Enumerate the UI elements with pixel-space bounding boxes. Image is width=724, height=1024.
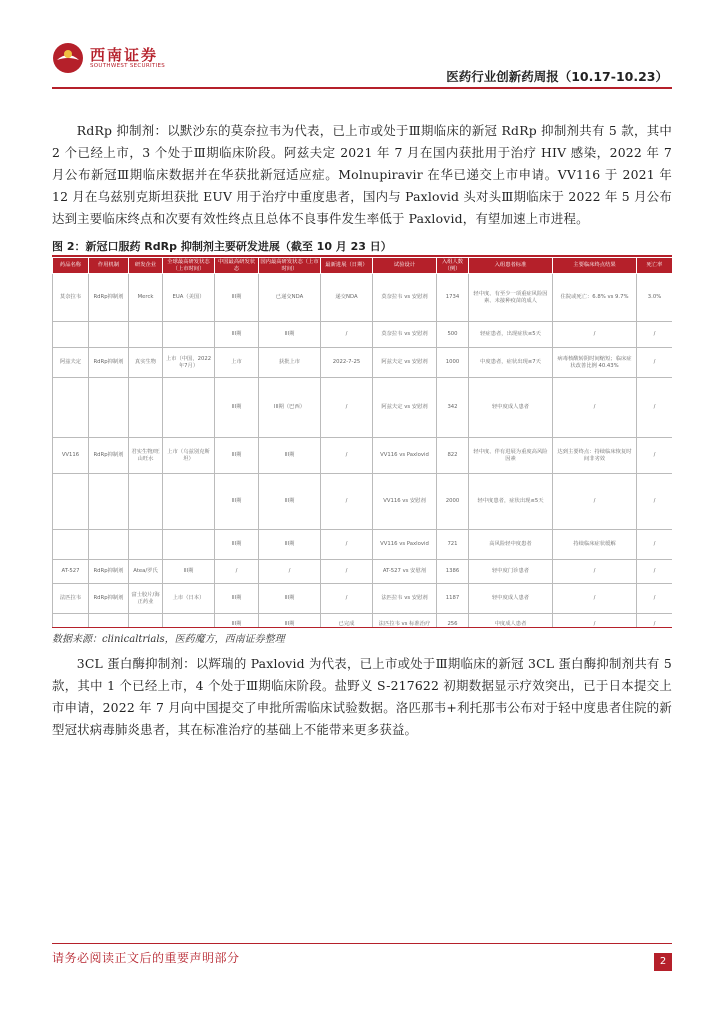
table-cell: 轻中度、有至少一项重症风险因素、未接种疫苗的成人 bbox=[469, 274, 553, 322]
table-cell: III期 bbox=[215, 530, 259, 560]
table-cell bbox=[53, 474, 89, 530]
table-cell: RdRp抑制剂 bbox=[89, 348, 129, 378]
table-header-cell: 最新进展（日期） bbox=[321, 258, 373, 274]
table-header-cell: 入组人数（例） bbox=[437, 258, 469, 274]
table-cell: / bbox=[637, 530, 673, 560]
table-cell: 阿兹夫定 bbox=[53, 348, 89, 378]
table-cell: / bbox=[637, 584, 673, 614]
table-cell: / bbox=[637, 348, 673, 378]
table-row bbox=[53, 438, 673, 474]
table-cell: / bbox=[637, 614, 673, 628]
table-header-cell: 主要临床终点结果 bbox=[553, 258, 637, 274]
paragraph-rdrp: RdRp 抑制剂：以默沙东的莫奈拉韦为代表，已上市或处于Ⅲ期临床的新冠 RdRp 抑制剂共有 5 款，其中 2 个已经上市，3 个处于Ⅲ期临床阶段。阿兹夫定 2021 年 7 月在国内获批用于治疗 HIV 感染，2022 年 7 月公布新冠Ⅲ期临床数据并在华获批新冠适应症。Molnupiravir 在华已递交上市申请。VV116 于 2021 年 12 月在乌兹别克斯坦获批 EUV 用于治疗中重度患者，国内与 Paxlovid 头对头Ⅲ期临床于 2022 年 5 月公布达到主要临床终点和次要有效性终点且总体不良事件发生率低于 Paxlovid，有望加速上市进程。 bbox=[52, 123, 672, 226]
table-cell: 高风险轻中度患者 bbox=[469, 530, 553, 560]
table-cell bbox=[89, 614, 129, 628]
table-cell bbox=[129, 530, 163, 560]
table-cell: III期 bbox=[215, 614, 259, 628]
table-cell bbox=[129, 614, 163, 628]
table-row bbox=[53, 348, 673, 378]
table-cell: III期 bbox=[259, 438, 321, 474]
table-cell: / bbox=[553, 560, 637, 584]
table-cell: 上市 bbox=[215, 348, 259, 378]
table-cell: III期（巴西） bbox=[259, 378, 321, 438]
table-cell: 莫奈拉韦 vs 安慰剂 bbox=[373, 322, 437, 348]
table-cell: EUA（美国） bbox=[163, 274, 215, 322]
table-cell: 君实生物/旺山旺水 bbox=[129, 438, 163, 474]
table-cell: / bbox=[637, 560, 673, 584]
table-cell bbox=[53, 530, 89, 560]
table-cell: VV116 vs Paxlovid bbox=[373, 438, 437, 474]
table-cell: 1000 bbox=[437, 348, 469, 378]
table-header-row bbox=[53, 258, 673, 274]
table-cell: 莫奈拉韦 bbox=[53, 274, 89, 322]
table-cell: 已完成 bbox=[321, 614, 373, 628]
table-cell: / bbox=[215, 560, 259, 584]
table-cell: 256 bbox=[437, 614, 469, 628]
table-row bbox=[53, 274, 673, 322]
table-cell bbox=[163, 530, 215, 560]
table-cell: VV116 vs Paxlovid bbox=[373, 530, 437, 560]
table-cell bbox=[53, 614, 89, 628]
table-cell: RdRp抑制剂 bbox=[89, 560, 129, 584]
table-cell: III期 bbox=[163, 560, 215, 584]
table-cell: 2022-7-25 bbox=[321, 348, 373, 378]
table-cell: / bbox=[321, 322, 373, 348]
table-cell: III期 bbox=[259, 614, 321, 628]
table-cell: III期 bbox=[259, 474, 321, 530]
table-cell: 1187 bbox=[437, 584, 469, 614]
table-cell: VV116 vs 安慰剂 bbox=[373, 474, 437, 530]
table-cell: 达到主要终点：持续临床恢复时间非劣效 bbox=[553, 438, 637, 474]
table-cell: 持续临床症状缓解 bbox=[553, 530, 637, 560]
table-cell: / bbox=[553, 584, 637, 614]
report-title: 医药行业创新药周报（10.17-10.23） bbox=[446, 69, 668, 84]
logo-chinese-name: 西南证券 bbox=[90, 46, 159, 64]
table-cell: RdRp抑制剂 bbox=[89, 584, 129, 614]
table-cell: RdRp抑制剂 bbox=[89, 274, 129, 322]
table-cell bbox=[129, 474, 163, 530]
table-cell: III期 bbox=[259, 322, 321, 348]
table-header-cell: 中国最高研发状态 bbox=[215, 258, 259, 274]
table-cell: Merck bbox=[129, 274, 163, 322]
table-row bbox=[53, 378, 673, 438]
company-logo bbox=[52, 42, 165, 74]
table-cell bbox=[89, 322, 129, 348]
header-divider bbox=[52, 87, 672, 89]
table-cell: / bbox=[553, 322, 637, 348]
table-cell: AT-527 bbox=[53, 560, 89, 584]
table-cell: 莫奈拉韦 vs 安慰剂 bbox=[373, 274, 437, 322]
table-cell: 已递交NDA bbox=[259, 274, 321, 322]
table-cell: / bbox=[637, 474, 673, 530]
table-header-cell: 全球最高研发状态（上市时间） bbox=[163, 258, 215, 274]
table-cell: 822 bbox=[437, 438, 469, 474]
table-cell: III期 bbox=[215, 274, 259, 322]
table-cell: III期 bbox=[215, 438, 259, 474]
table-row bbox=[53, 530, 673, 560]
table-cell: 法匹拉韦 vs 安慰剂 bbox=[373, 584, 437, 614]
table-cell: 1386 bbox=[437, 560, 469, 584]
table-header-cell: 作用机制 bbox=[89, 258, 129, 274]
table-header-cell: 死亡率 bbox=[637, 258, 673, 274]
logo-english-name: SOUTHWEST SECURITIES bbox=[90, 63, 166, 69]
table-cell: / bbox=[259, 560, 321, 584]
table-header-cell: 试验设计 bbox=[373, 258, 437, 274]
table-cell: AT-527 vs 安慰剂 bbox=[373, 560, 437, 584]
table-cell: 轻症患者，出现症状≤5天 bbox=[469, 322, 553, 348]
table-cell: III期 bbox=[259, 530, 321, 560]
table-cell bbox=[89, 530, 129, 560]
table-cell: III期 bbox=[215, 474, 259, 530]
table-cell: 病毒核酸转阴时间缩短；临床症状改善比例 40.43% bbox=[553, 348, 637, 378]
table-header-cell: 入组患者标准 bbox=[469, 258, 553, 274]
table-cell: 上市（日本） bbox=[163, 584, 215, 614]
rdrp-table-container bbox=[52, 257, 672, 627]
table-cell: / bbox=[553, 474, 637, 530]
table-cell: III期 bbox=[215, 584, 259, 614]
table-cell: / bbox=[553, 378, 637, 438]
table-row bbox=[53, 474, 673, 530]
table-cell: 2000 bbox=[437, 474, 469, 530]
table-cell: 递交NDA bbox=[321, 274, 373, 322]
paragraph-3cl: 3CL 蛋白酶抑制剂：以辉瑞的 Paxlovid 为代表，已上市或处于Ⅲ期临床的新冠 3CL 蛋白酶抑制剂共有 5 款，其中 1 个已经上市，4 个处于Ⅲ期临床阶段。盐野义 S-217622 初期数据显示疗效突出，已于日本提交上市申请，2022 年 7 月向中国提交了申批所需临床试验数据。洛匹那韦+利托那韦公布对于轻中度患者住院的新型冠状病毒肺炎患者，其在标准治疗的基础上不能带来更多获益。 bbox=[52, 656, 672, 737]
table-cell bbox=[129, 322, 163, 348]
table-cell: 上市（乌兹别克斯坦） bbox=[163, 438, 215, 474]
table-cell: Atea/罗氏 bbox=[129, 560, 163, 584]
table-cell bbox=[163, 378, 215, 438]
table-row bbox=[53, 560, 673, 584]
table-cell: 轻中度成人患者 bbox=[469, 378, 553, 438]
table-cell: / bbox=[637, 322, 673, 348]
table-cell bbox=[53, 322, 89, 348]
table-header-cell: 药品名称 bbox=[53, 258, 89, 274]
table-cell: III期 bbox=[215, 378, 259, 438]
table-cell: 法匹拉韦 bbox=[53, 584, 89, 614]
table-cell: 阿兹夫定 vs 安慰剂 bbox=[373, 378, 437, 438]
page-number: 2 bbox=[654, 953, 672, 971]
table-cell: 3.0% bbox=[637, 274, 673, 322]
table-row bbox=[53, 584, 673, 614]
table-cell: III期 bbox=[215, 322, 259, 348]
table-cell: / bbox=[321, 560, 373, 584]
table-cell: / bbox=[321, 378, 373, 438]
footer-disclaimer: 请务必阅读正文后的重要声明部分 bbox=[52, 951, 240, 965]
table-cell: VV116 bbox=[53, 438, 89, 474]
table-cell: 中度成人患者 bbox=[469, 614, 553, 628]
table-cell bbox=[129, 378, 163, 438]
table-cell: 阿兹夫定 vs 安慰剂 bbox=[373, 348, 437, 378]
table-cell: 500 bbox=[437, 322, 469, 348]
table-cell bbox=[163, 614, 215, 628]
table-cell: 轻中度、伴有进展为重度高风险因素 bbox=[469, 438, 553, 474]
table-cell: 轻中度成人患者 bbox=[469, 584, 553, 614]
table-row bbox=[53, 322, 673, 348]
table-cell: / bbox=[553, 614, 637, 628]
table-cell bbox=[53, 378, 89, 438]
table-cell bbox=[89, 378, 129, 438]
table-cell: 住院或死亡：6.8% vs 9.7% bbox=[553, 274, 637, 322]
table-cell: 上市（中国，2022年7月） bbox=[163, 348, 215, 378]
table-cell: / bbox=[321, 474, 373, 530]
figure-source: 数据来源：clinicaltrials，医药魔方，西南证券整理 bbox=[52, 634, 285, 645]
table-cell: RdRp抑制剂 bbox=[89, 438, 129, 474]
table-cell: / bbox=[321, 584, 373, 614]
table-cell bbox=[163, 474, 215, 530]
table-cell: / bbox=[637, 438, 673, 474]
logo-emblem-icon bbox=[52, 42, 84, 74]
table-row bbox=[53, 614, 673, 628]
table-cell: 获批上市 bbox=[259, 348, 321, 378]
table-cell: 轻中度患者，症状出现≤5天 bbox=[469, 474, 553, 530]
table-cell: 中度患者，症状出现≤7天 bbox=[469, 348, 553, 378]
figure-bottom-rule bbox=[52, 627, 672, 628]
footer-divider bbox=[52, 943, 672, 944]
table-cell: 轻中度门诊患者 bbox=[469, 560, 553, 584]
table-cell bbox=[163, 322, 215, 348]
figure-caption: 图 2：新冠口服药 RdRp 抑制剂主要研发进展（截至 10 月 23 日） bbox=[52, 240, 392, 253]
table-cell: 342 bbox=[437, 378, 469, 438]
table-cell bbox=[89, 474, 129, 530]
table-cell: 法匹拉韦 vs 标准治疗 bbox=[373, 614, 437, 628]
table-cell: / bbox=[637, 378, 673, 438]
table-cell: 721 bbox=[437, 530, 469, 560]
table-cell: 真实生物 bbox=[129, 348, 163, 378]
table-cell: / bbox=[321, 530, 373, 560]
table-cell: III期 bbox=[259, 584, 321, 614]
table-cell: 1734 bbox=[437, 274, 469, 322]
rdrp-progress-table bbox=[52, 257, 672, 627]
table-header-cell: 研发企业 bbox=[129, 258, 163, 274]
table-header-cell: 国内最高研发状态（上市时间） bbox=[260, 258, 319, 272]
table-cell: / bbox=[321, 438, 373, 474]
table-cell: 富士胶片/海正药业 bbox=[129, 584, 163, 614]
